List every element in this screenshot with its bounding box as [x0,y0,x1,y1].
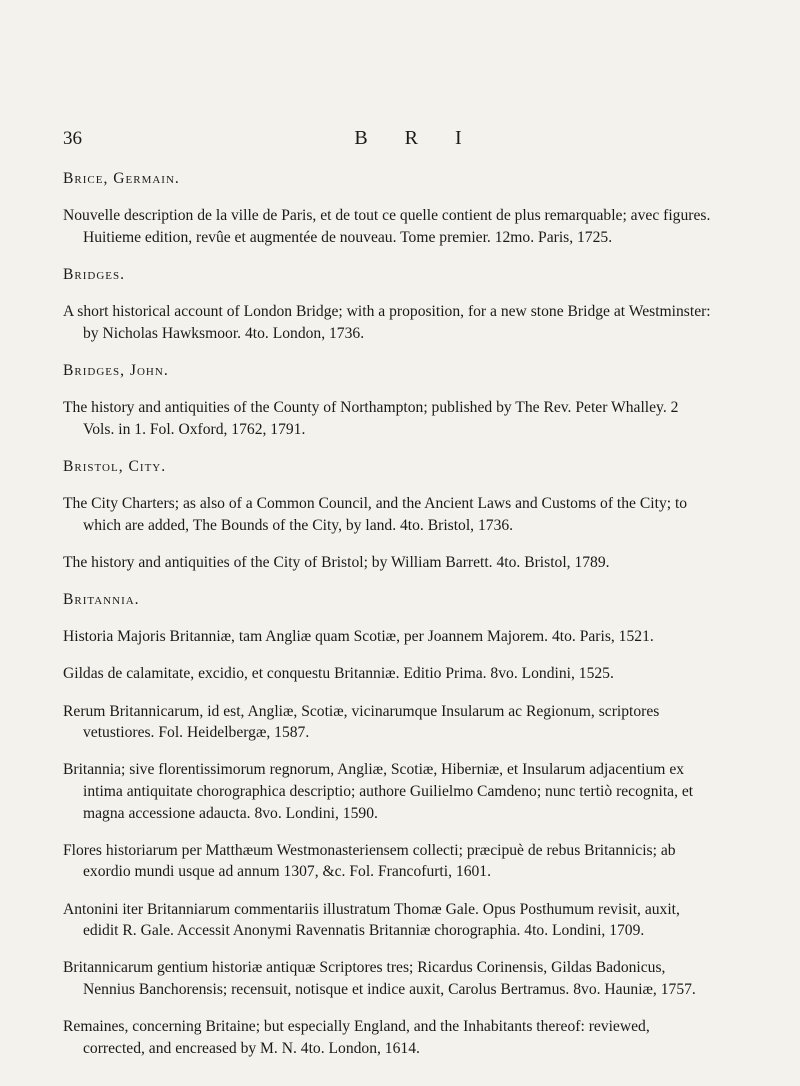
entry-item: A short historical account of London Bridge; with a proposition, for a new stone Bridge at Westminster: by Nicholas Hawksmoor. 4to. London, 1736. [63,303,711,342]
entry-item: Historia Majoris Britanniæ, tam Angliæ quam Scotiæ, per Joannem Majorem. 4to. Paris, 1521. [63,628,654,646]
entry-item: Britannicarum gentium historiæ antiquæ Scriptores tres; Ricardus Corinensis, Gildas Badonicus, Nennius Banchorensis; recensuit, notisque et indice auxit, Carolus Bertramus. 8vo. Hauniæ, 1757. [63,959,696,998]
page-number: 36 [63,128,82,149]
entry-heading: Bridges, John. [63,361,169,379]
entry-item: Antonini iter Britanniarum commentariis illustratum Thomæ Gale. Opus Posthumum revisit, auxit, edidit R. Gale. Accessit Anonymi Ravennatis Britanniæ chorographia. 4to. Londini, 1709. [63,900,680,940]
entry-item: Britannia; sive florentissimorum regnorum, Angliæ, Scotiæ, Hiberniæ, et Insularum adjacentium ex intima antiquitate chorographica descriptio; authore Guilielmo Camdeno; nunc tertiò recognita, et magna accessione adaucta. 8vo. Londini, 1590. [63,761,694,822]
entry-item: Flores historiarum per Matthæum Westmonasteriensem collecti; præcipuè de rebus Britannicis; ab exordio mundi usque ad annum 1307, &c. Fol. Francofurti, 1601. [63,841,676,881]
running-head: B R I [354,127,478,149]
entry-item: Remaines, concerning Britaine; but especially England, and the Inhabitants thereof: reviewed, corrected, and encreased by M. N. 4to. London, 1614. [63,1018,650,1057]
entry-heading: Bridges. [63,265,126,283]
entry-item: The City Charters; as also of a Common Council, and the Ancient Laws and Customs of the City; to which are added, The Bounds of the City, by land. 4to. Bristol, 1736. [63,495,688,534]
entry-heading: Brice, Germain. [63,170,180,187]
entry-item: The history and antiquities of the County of Northampton; published by The Rev. Peter Whalley. 2 Vols. in 1. Fol. Oxford, 1762, 1791. [63,399,679,438]
entry-item: The history and antiquities of the City of Bristol; by William Barrett. 4to. Bristol, 1789. [63,553,610,571]
entry-item: Rerum Britannicarum, id est, Angliæ, Scotiæ, vicinarumque Insularum ac Regionum, scriptores vetustiores. Fol. Heidelbergæ, 1587. [63,702,660,742]
entry-item: Gildas de calamitate, excidio, et conquestu Britanniæ. Editio Prima. 8vo. Londini, 1525. [63,665,614,683]
catalogue-entries [63,168,713,1075]
entry-item: Nouvelle description de la ville de Paris, et de tout ce quelle contient de plus remarquable; avec figures. Huitieme edition, revûe et augmentée de nouveau. Tome premier. 12mo. Paris, 1725. [63,207,711,246]
entry-heading: Britannia. [63,591,140,609]
entry-heading: Bristol, City. [63,457,167,475]
